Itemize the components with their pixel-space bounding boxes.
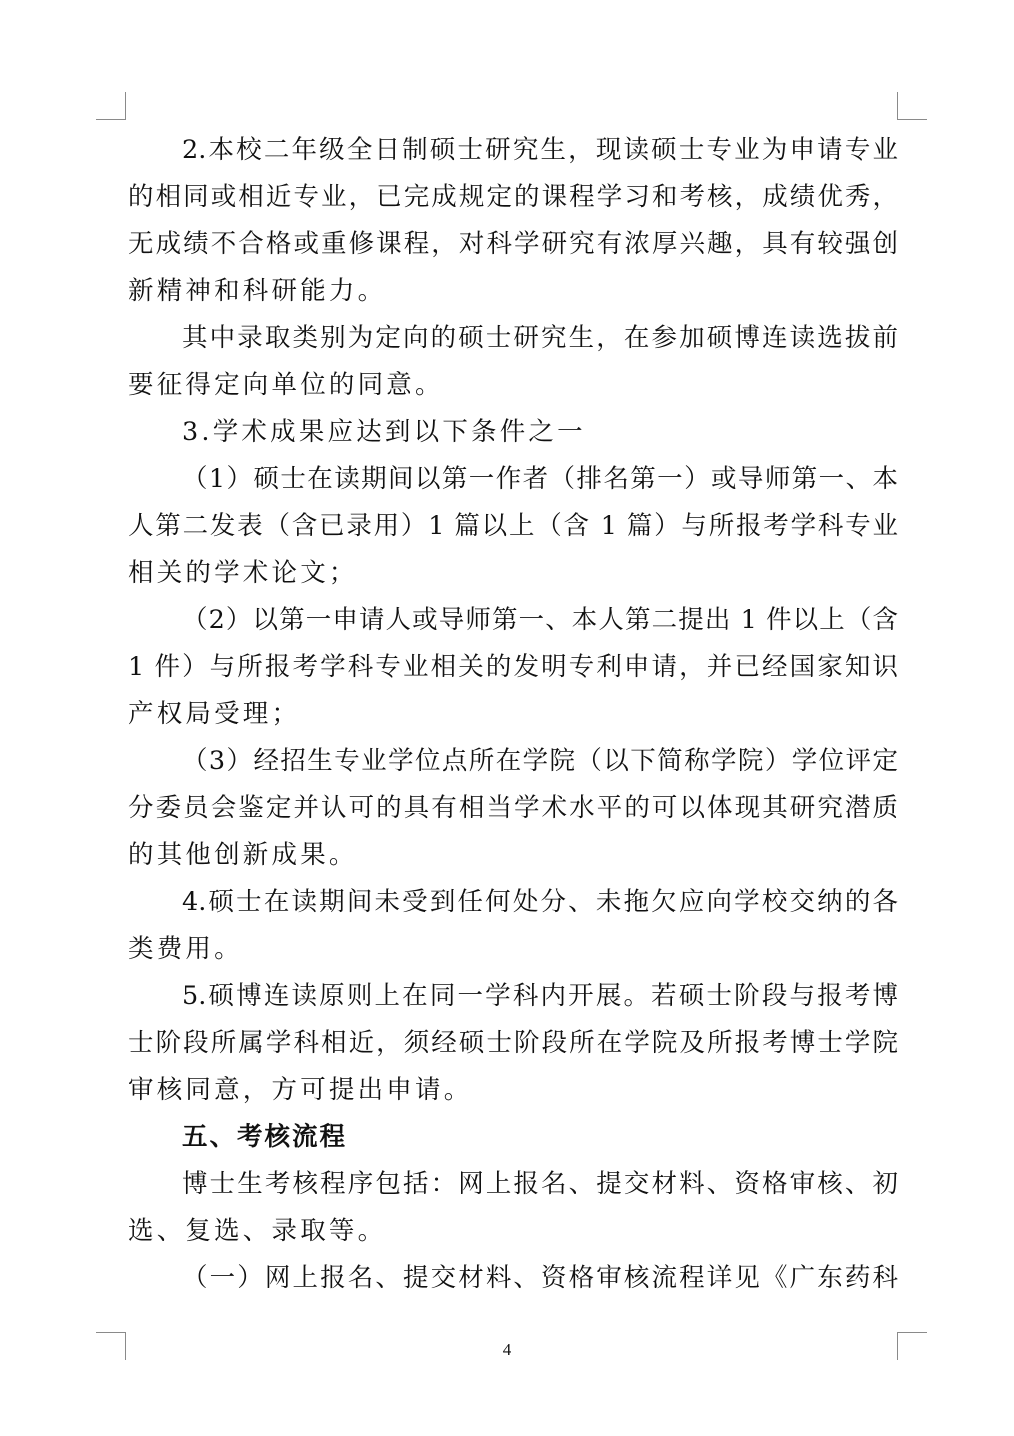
text-line: 的相同或相近专业，已完成规定的课程学习和考核，成绩优秀， bbox=[128, 182, 898, 212]
text-line: 分委员会鉴定并认可的具有相当学术水平的可以体现其研究潜质 bbox=[128, 793, 898, 823]
text-line: 1 件）与所报考学科专业相关的发明专利申请，并已经国家知识 bbox=[128, 652, 898, 682]
section-heading: 五、考核流程 bbox=[182, 1122, 348, 1152]
text-line: 选、复选、录取等。 bbox=[128, 1216, 387, 1246]
text-line: 要征得定向单位的同意。 bbox=[128, 370, 444, 400]
text-line: 4.硕士在读期间未受到任何处分、未拖欠应向学校交纳的各 bbox=[182, 887, 898, 917]
text-line: 无成绩不合格或重修课程，对科学研究有浓厚兴趣，具有较强创 bbox=[128, 229, 898, 259]
text-line: 博士生考核程序包括：网上报名、提交材料、资格审核、初 bbox=[182, 1169, 898, 1199]
text-line: 类费用。 bbox=[128, 934, 243, 964]
text-line: （2）以第一申请人或导师第一、本人第二提出 1 件以上（含 bbox=[182, 605, 898, 635]
text-line: 人第二发表（含已录用）1 篇以上（含 1 篇）与所报考学科专业 bbox=[128, 511, 898, 541]
text-line: 产权局受理； bbox=[128, 699, 301, 729]
page-number: 4 bbox=[502, 1340, 512, 1359]
crop-mark-top-left bbox=[96, 92, 126, 120]
text-line: 的其他创新成果。 bbox=[128, 840, 358, 870]
text-line: 5.硕博连读原则上在同一学科内开展。若硕士阶段与报考博 bbox=[182, 981, 898, 1011]
text-line: 新精神和科研能力。 bbox=[128, 276, 387, 306]
text-line: （1）硕士在读期间以第一作者（排名第一）或导师第一、本 bbox=[182, 464, 898, 494]
text-line: 3.学术成果应达到以下条件之一 bbox=[182, 417, 586, 447]
text-line: 2.本校二年级全日制硕士研究生，现读硕士专业为申请专业 bbox=[182, 135, 898, 165]
text-line: 相关的学术论文； bbox=[128, 558, 358, 588]
text-line: （3）经招生专业学位点所在学院（以下简称学院）学位评定 bbox=[182, 746, 898, 776]
text-line: （一）网上报名、提交材料、资格审核流程详见《广东药科 bbox=[182, 1263, 898, 1293]
text-line: 士阶段所属学科相近，须经硕士阶段所在学院及所报考博士学院 bbox=[128, 1028, 898, 1058]
text-line: 审核同意，方可提出申请。 bbox=[128, 1075, 473, 1105]
crop-mark-top-right bbox=[897, 92, 927, 120]
document-body bbox=[128, 127, 898, 1302]
text-line: 其中录取类别为定向的硕士研究生，在参加硕博连读选拔前 bbox=[182, 323, 898, 353]
